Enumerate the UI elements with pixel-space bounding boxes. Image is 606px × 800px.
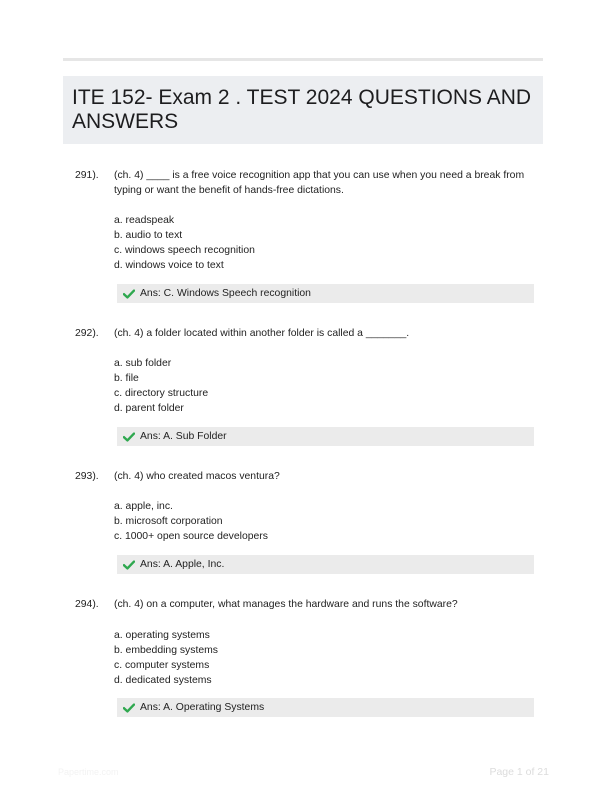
option: b. file: [114, 373, 139, 384]
option: b. embedding systems: [114, 645, 218, 656]
option: c. 1000+ open source developers: [114, 531, 268, 542]
footer-watermark: Papertime.com: [58, 767, 119, 777]
check-icon: [123, 560, 135, 570]
option: d. dedicated systems: [114, 675, 212, 686]
question-number: 294).: [75, 599, 99, 610]
answer-text: Ans: A. Operating Systems: [140, 702, 265, 713]
question-number: 293).: [75, 471, 99, 482]
page-number: Page 1 of 21: [489, 766, 549, 778]
page-title: ITE 152- Exam 2 . TEST 2024 QUESTIONS AND ANSWERS: [72, 86, 532, 133]
option: c. computer systems: [114, 660, 210, 671]
check-icon: [123, 289, 135, 299]
title-banner: [63, 76, 543, 144]
options-list: [114, 356, 208, 416]
option: a. apple, inc.: [114, 501, 173, 512]
answer-box: [117, 555, 534, 574]
option: a. readspeak: [114, 215, 175, 226]
options-list: [114, 628, 218, 688]
option: a. operating systems: [114, 630, 210, 641]
check-icon: [123, 703, 135, 713]
option: d. parent folder: [114, 403, 184, 414]
option: a. sub folder: [114, 358, 172, 369]
options-list: [114, 499, 268, 544]
answer-box: [117, 698, 534, 717]
answer-text: Ans: A. Sub Folder: [140, 431, 227, 442]
question-number: 292).: [75, 328, 99, 339]
question-number: 291).: [75, 170, 99, 181]
option: c. windows speech recognition: [114, 245, 255, 256]
check-icon: [123, 432, 135, 442]
option: b. microsoft corporation: [114, 516, 223, 527]
answer-text: Ans: C. Windows Speech recognition: [140, 288, 311, 299]
option: d. windows voice to text: [114, 260, 224, 271]
question-text: (ch. 4) a folder located within another folder is called a _______.: [114, 328, 410, 339]
answer-text: Ans: A. Apple, Inc.: [140, 559, 225, 570]
question-text: (ch. 4) on a computer, what manages the hardware and runs the software?: [114, 599, 458, 610]
top-divider: [63, 58, 543, 61]
option: b. audio to text: [114, 230, 183, 241]
question-text: (ch. 4) who created macos ventura?: [114, 471, 280, 482]
options-list: [114, 213, 255, 273]
option: c. directory structure: [114, 388, 209, 399]
question-text: (ch. 4) ____ is a free voice recognition app that you can use when you need a break from typing or want the benefit of hands-free dictations.: [114, 170, 525, 196]
answer-box: [117, 427, 534, 446]
answer-box: [117, 284, 534, 303]
